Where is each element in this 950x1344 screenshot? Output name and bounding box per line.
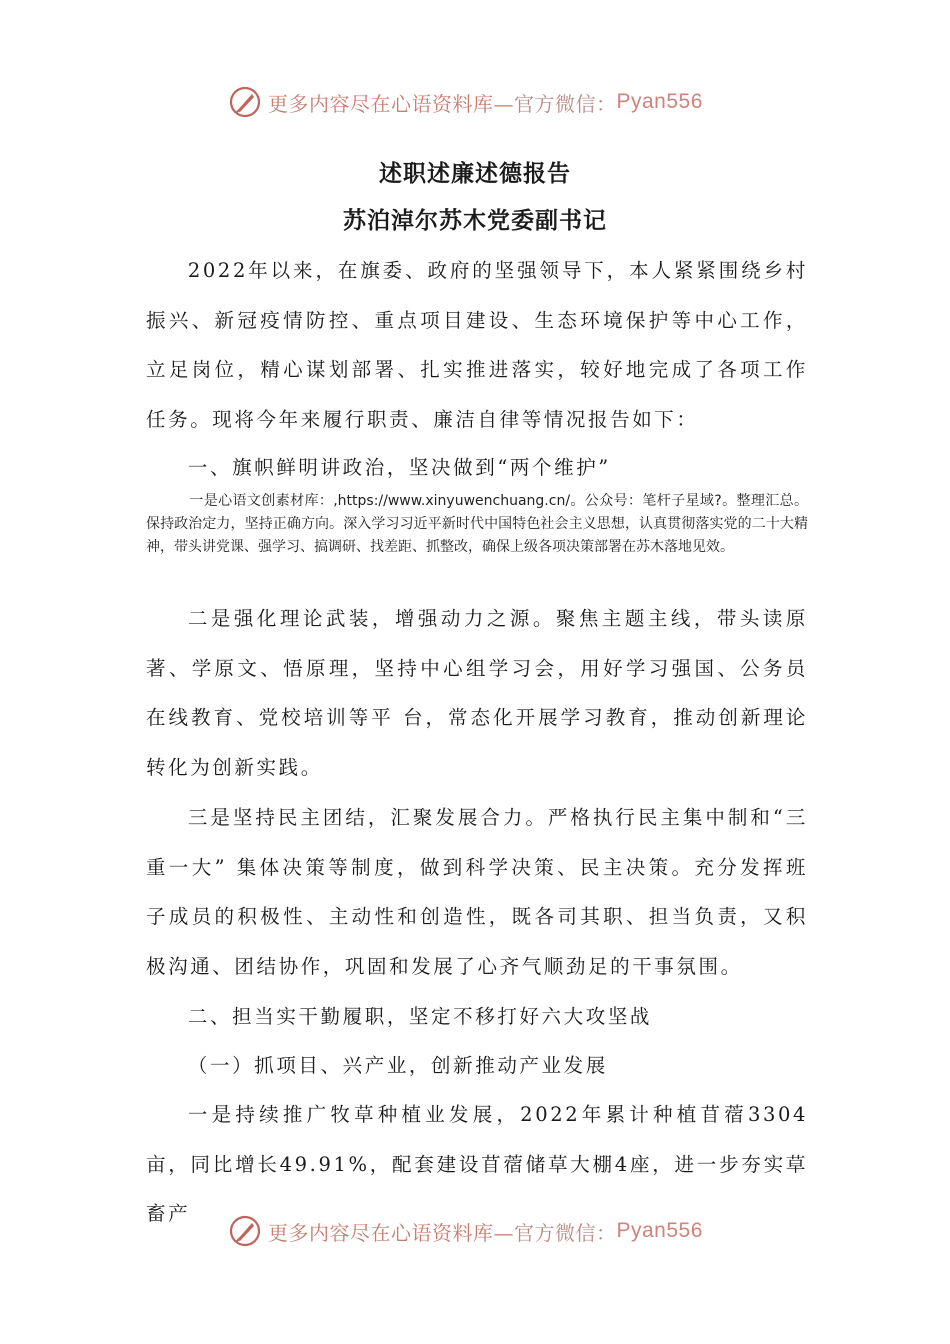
watermark-banner xyxy=(228,80,703,124)
watermark-text: 更多内容尽在心语资料库— xyxy=(268,1220,514,1245)
watermark-wechat-label: 官方微信： xyxy=(514,91,617,116)
watermark-text: 更多内容尽在心语资料库— xyxy=(268,91,514,116)
quill-logo-icon xyxy=(228,1214,262,1248)
watermark-wechat-id: Pyan556 xyxy=(616,1219,703,1242)
item-paragraph-4: 一是持续推广牧草种植业发展，2022年累计种植苜蓿3304亩，同比增长49.91%，配套建设苜蓿储草大棚4座，进一步夯实草畜产 xyxy=(146,1103,808,1225)
watermark-banner-bottom xyxy=(228,1209,703,1253)
watermark-wechat-id: Pyan556 xyxy=(616,90,703,113)
section-heading-2: 二、担当实干勤履职，坚定不移打好六大攻坚战 xyxy=(187,1005,653,1028)
item-paragraph-2: 二是强化理论武装，增强动力之源。聚焦主题主线，带头读原著、学原文、悟原理，坚持中心组学习会，用好学习强国、公务员在线教育、党校培训等平 台，常态化开展学习教育，推动创新理论转化为创新实践。 xyxy=(146,607,808,779)
subsection-heading-1: （一）抓项目、兴产业，创新推动产业发展 xyxy=(187,1054,608,1077)
item-paragraph-3: 三是坚持民主团结，汇聚发展合力。严格执行民主集中制和“三重一大” 集体决策等制度，做到科学决策、民主决策。充分发挥班子成员的积极性、主动性和创造性，既各司其职、担当负责，又积极沟通、团结协作，巩固和发展了心齐气顺劲足的干事氛围。 xyxy=(146,806,808,978)
section-heading-1: 一、旗帜鲜明讲政治，坚决做到“两个维护” xyxy=(187,456,611,479)
item-paragraph-1: 一是心语文创素材库：,https://www.xinyuwenchuang.cn/。公众号：笔杆子星域?。整理汇总。保持政治定力，坚持正确方向。深入学习习近平新时代中国特色社会主义思想，认真贯彻落实党的二十大精神，带头讲党课、强学习、搞调研、找差距、抓整改，确保上级各项决策部署在苏木落地见效。 xyxy=(146,493,808,555)
quill-logo-icon xyxy=(228,85,262,119)
intro-paragraph: 2022年以来，在旗委、政府的坚强领导下，本人紧紧围绕乡村振兴、新冠疫情防控、重点项目建设、生态环境保护等中心工作，立足岗位，精心谋划部署、扎实推进落实，较好地完成了各项工作任务。现将今年来履行职责、廉洁自律等情况报告如下： xyxy=(146,259,808,431)
document-title: 述职述廉述德报告 xyxy=(379,160,571,187)
document-subtitle: 苏泊淖尔苏木党委副书记 xyxy=(343,207,607,234)
watermark-wechat-label: 官方微信： xyxy=(514,1220,617,1245)
